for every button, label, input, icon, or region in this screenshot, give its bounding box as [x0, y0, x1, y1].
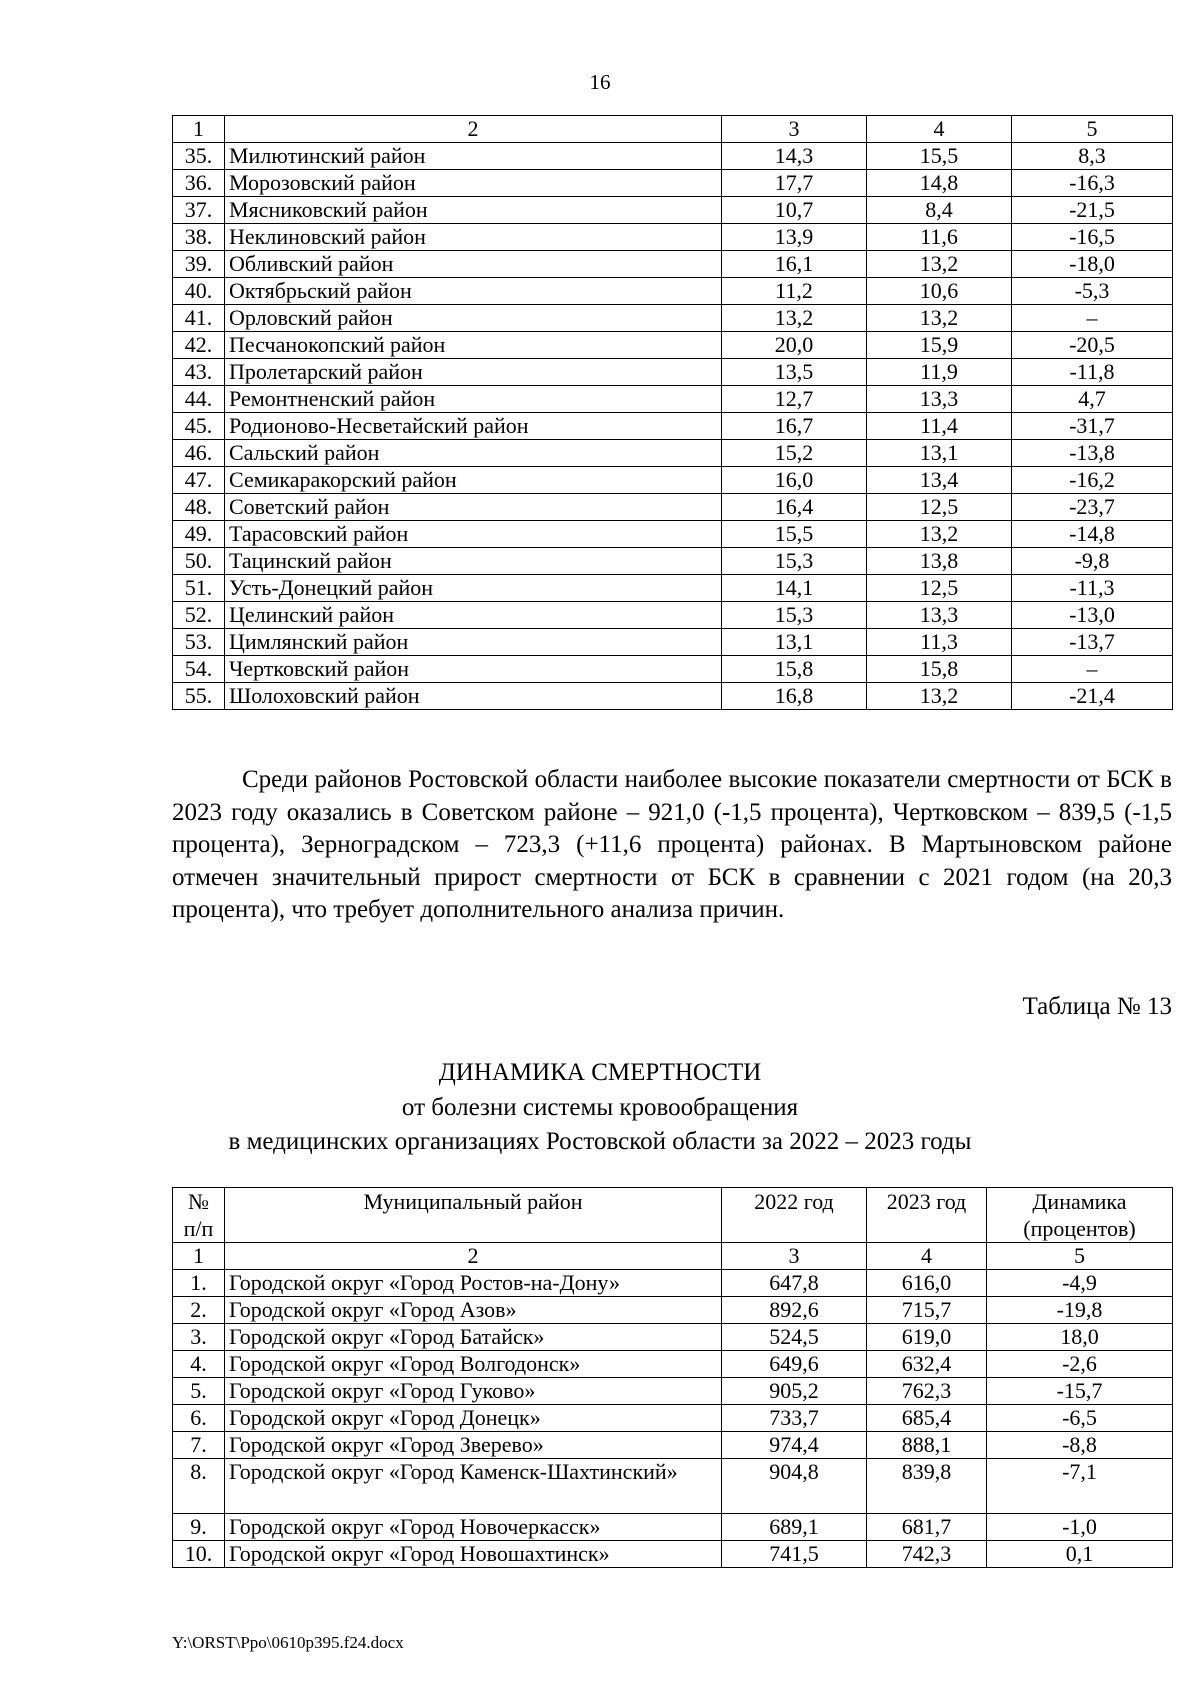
cell-col3: 689,1 — [722, 1514, 867, 1541]
cell-number: 53. — [173, 629, 225, 656]
table-row — [173, 143, 1173, 170]
cell-number: 50. — [173, 548, 225, 575]
column-number-cell: 4 — [867, 1243, 987, 1270]
cell-col5: -11,3 — [1012, 575, 1173, 602]
cell-col3: 14,1 — [722, 575, 867, 602]
cell-col4: 13,8 — [867, 548, 1012, 575]
table-header-row — [173, 116, 1173, 143]
cell-col4: 13,4 — [867, 467, 1012, 494]
cell-number: 1. — [173, 1270, 225, 1297]
cell-col4: 13,3 — [867, 386, 1012, 413]
cell-col5: -2,6 — [987, 1351, 1173, 1378]
table-subtitle-line-2: в медицинских организациях Ростовской области за 2022 – 2023 годы — [228, 1128, 972, 1155]
table-row — [173, 1270, 1173, 1297]
cell-district: Песчанокопский район — [225, 332, 722, 359]
cell-col5: -21,4 — [1012, 683, 1173, 710]
table-row — [173, 602, 1173, 629]
cell-number: 51. — [173, 575, 225, 602]
cell-col4: 13,2 — [867, 305, 1012, 332]
column-number-cell: 3 — [722, 1243, 867, 1270]
column-number-cell: 5 — [1012, 116, 1173, 143]
cell-number: 10. — [173, 1541, 225, 1568]
table-row — [173, 1432, 1173, 1459]
cell-district: Городской округ «Город Зверево» — [225, 1432, 722, 1459]
cell-district: Целинский район — [225, 602, 722, 629]
cell-district: Городской округ «Город Волгодонск» — [225, 1351, 722, 1378]
table-row — [173, 359, 1173, 386]
cell-number: 49. — [173, 521, 225, 548]
cell-number: 36. — [173, 170, 225, 197]
cell-col3: 905,2 — [722, 1378, 867, 1405]
cell-col5: -1,0 — [987, 1514, 1173, 1541]
table-row — [173, 656, 1173, 683]
cell-col4: 11,3 — [867, 629, 1012, 656]
cell-district: Советский район — [225, 494, 722, 521]
table-row — [173, 251, 1173, 278]
cell-number: 42. — [173, 332, 225, 359]
cell-col3: 13,2 — [722, 305, 867, 332]
cell-col4: 839,8 — [867, 1459, 987, 1514]
cell-col3: 16,7 — [722, 413, 867, 440]
cell-number: 37. — [173, 197, 225, 224]
cell-district: Городской округ «Город Каменск-Шахтинский» — [225, 1459, 722, 1514]
column-number-cell: 1 — [173, 1243, 225, 1270]
cell-col5: -8,8 — [987, 1432, 1173, 1459]
cell-number: 6. — [173, 1405, 225, 1432]
table-header-row — [173, 1188, 1173, 1243]
cell-col4: 742,3 — [867, 1541, 987, 1568]
column-number-cell: 1 — [173, 116, 225, 143]
cell-col4: 616,0 — [867, 1270, 987, 1297]
table-row — [173, 332, 1173, 359]
cell-number: 44. — [173, 386, 225, 413]
table-label: Таблица № 13 — [1022, 993, 1172, 1020]
cell-district: Октябрьский район — [225, 278, 722, 305]
cell-col5: -15,7 — [987, 1378, 1173, 1405]
cell-col4: 762,3 — [867, 1378, 987, 1405]
table-row — [173, 494, 1173, 521]
table-row — [173, 1514, 1173, 1541]
cell-col5: -9,8 — [1012, 548, 1173, 575]
cell-number: 2. — [173, 1297, 225, 1324]
column-number-row — [173, 1243, 1173, 1270]
cell-col3: 974,4 — [722, 1432, 867, 1459]
cell-district: Мясниковский район — [225, 197, 722, 224]
cell-col4: 13,2 — [867, 683, 1012, 710]
cell-district: Тацинский район — [225, 548, 722, 575]
cell-number: 8. — [173, 1459, 225, 1514]
cell-col3: 11,2 — [722, 278, 867, 305]
cell-col4: 715,7 — [867, 1297, 987, 1324]
cell-number: 3. — [173, 1324, 225, 1351]
cell-col5: -16,5 — [1012, 224, 1173, 251]
cell-col5: 0,1 — [987, 1541, 1173, 1568]
table-row — [173, 1324, 1173, 1351]
cell-col3: 733,7 — [722, 1405, 867, 1432]
cell-col5: -16,3 — [1012, 170, 1173, 197]
cell-col3: 16,1 — [722, 251, 867, 278]
cell-col3: 16,4 — [722, 494, 867, 521]
column-number-cell: 2 — [225, 116, 722, 143]
top-table — [172, 115, 1173, 710]
table-row — [173, 629, 1173, 656]
cell-col5: -23,7 — [1012, 494, 1173, 521]
cell-number: 48. — [173, 494, 225, 521]
table-row — [173, 683, 1173, 710]
cell-col4: 8,4 — [867, 197, 1012, 224]
table-row — [173, 197, 1173, 224]
cell-number: 4. — [173, 1351, 225, 1378]
cell-col4: 632,4 — [867, 1351, 987, 1378]
cell-district: Обливский район — [225, 251, 722, 278]
cell-col3: 16,8 — [722, 683, 867, 710]
cell-col5: 18,0 — [987, 1324, 1173, 1351]
cell-number: 39. — [173, 251, 225, 278]
cell-col5: -18,0 — [1012, 251, 1173, 278]
table-row — [173, 467, 1173, 494]
cell-col4: 12,5 — [867, 494, 1012, 521]
bottom-table — [172, 1187, 1173, 1568]
cell-district: Городской округ «Город Гуково» — [225, 1378, 722, 1405]
table-row — [173, 1378, 1173, 1405]
cell-col4: 12,5 — [867, 575, 1012, 602]
table-row — [173, 1351, 1173, 1378]
cell-district: Милютинский район — [225, 143, 722, 170]
cell-col5: -19,8 — [987, 1297, 1173, 1324]
column-number-cell: 2 — [225, 1243, 722, 1270]
column-number-cell: 5 — [987, 1243, 1173, 1270]
cell-col3: 17,7 — [722, 170, 867, 197]
cell-col3: 649,6 — [722, 1351, 867, 1378]
table-row — [173, 521, 1173, 548]
cell-number: 35. — [173, 143, 225, 170]
cell-col3: 524,5 — [722, 1324, 867, 1351]
cell-number: 54. — [173, 656, 225, 683]
cell-col5: -13,8 — [1012, 440, 1173, 467]
cell-number: 47. — [173, 467, 225, 494]
cell-col4: 15,5 — [867, 143, 1012, 170]
cell-col3: 15,2 — [722, 440, 867, 467]
cell-col4: 681,7 — [867, 1514, 987, 1541]
cell-col3: 15,3 — [722, 548, 867, 575]
cell-district: Городской округ «Город Новошахтинск» — [225, 1541, 722, 1568]
cell-col4: 13,2 — [867, 521, 1012, 548]
cell-col5: – — [1012, 656, 1173, 683]
table-row — [173, 224, 1173, 251]
cell-col3: 13,9 — [722, 224, 867, 251]
column-header-cell: Муниципальный район — [225, 1188, 722, 1243]
cell-district: Городской округ «Город Донецк» — [225, 1405, 722, 1432]
cell-district: Семикаракорский район — [225, 467, 722, 494]
column-header-cell: 2022 год — [722, 1188, 867, 1243]
cell-district: Городской округ «Город Новочеркасск» — [225, 1514, 722, 1541]
cell-col4: 14,8 — [867, 170, 1012, 197]
cell-district: Неклиновский район — [225, 224, 722, 251]
table-row — [173, 548, 1173, 575]
table-row — [173, 1541, 1173, 1568]
cell-col3: 15,3 — [722, 602, 867, 629]
cell-col5: -13,7 — [1012, 629, 1173, 656]
cell-number: 46. — [173, 440, 225, 467]
cell-col4: 10,6 — [867, 278, 1012, 305]
cell-district: Чертковский район — [225, 656, 722, 683]
cell-col3: 12,7 — [722, 386, 867, 413]
cell-district: Тарасовский район — [225, 521, 722, 548]
cell-col5: -14,8 — [1012, 521, 1173, 548]
cell-number: 52. — [173, 602, 225, 629]
cell-col4: 11,9 — [867, 359, 1012, 386]
table-title: ДИНАМИКА СМЕРТНОСТИ — [438, 1059, 762, 1086]
column-number-cell: 4 — [867, 116, 1012, 143]
cell-col5: -13,0 — [1012, 602, 1173, 629]
cell-col3: 892,6 — [722, 1297, 867, 1324]
table-row — [173, 1459, 1173, 1514]
column-header-cell: № п/п — [173, 1188, 225, 1243]
cell-number: 41. — [173, 305, 225, 332]
cell-col3: 904,8 — [722, 1459, 867, 1514]
cell-col4: 15,9 — [867, 332, 1012, 359]
cell-col3: 647,8 — [722, 1270, 867, 1297]
cell-col5: -6,5 — [987, 1405, 1173, 1432]
cell-district: Городской округ «Город Ростов-на-Дону» — [225, 1270, 722, 1297]
cell-col5: 4,7 — [1012, 386, 1173, 413]
cell-col5: -20,5 — [1012, 332, 1173, 359]
cell-col4: 888,1 — [867, 1432, 987, 1459]
table-row — [173, 575, 1173, 602]
cell-district: Сальский район — [225, 440, 722, 467]
cell-district: Городской округ «Город Батайск» — [225, 1324, 722, 1351]
body-paragraph: Среди районов Ростовской области наиболее высокие показатели смертности от БСК в 2023 году оказались в Советском районе – 921,0 (-1,5 процента), Чертковском – 839,5 (-1,5 процента), Зерноградском – 723,3 (+11,6 процента) районах. В Мартыновском районе отмечен значительный прирост смертности от БСК в сравнении с 2021 годом (на 20,3 процента), что требует дополнительного анализа причин. — [172, 766, 1172, 923]
cell-col5: 8,3 — [1012, 143, 1173, 170]
cell-number: 55. — [173, 683, 225, 710]
cell-district: Ремонтненский район — [225, 386, 722, 413]
cell-district: Орловский район — [225, 305, 722, 332]
cell-col4: 13,1 — [867, 440, 1012, 467]
cell-col4: 13,3 — [867, 602, 1012, 629]
table-subtitle-line-1: от болезни системы кровообращения — [401, 1094, 799, 1121]
cell-district: Цимлянский район — [225, 629, 722, 656]
cell-district: Усть-Донецкий район — [225, 575, 722, 602]
cell-number: 43. — [173, 359, 225, 386]
page-number: 16 — [589, 70, 611, 94]
cell-number: 38. — [173, 224, 225, 251]
cell-district: Шолоховский район — [225, 683, 722, 710]
cell-col3: 10,7 — [722, 197, 867, 224]
cell-col4: 11,4 — [867, 413, 1012, 440]
cell-col4: 619,0 — [867, 1324, 987, 1351]
cell-col3: 15,8 — [722, 656, 867, 683]
cell-col4: 11,6 — [867, 224, 1012, 251]
column-header-cell: Динамика (процентов) — [987, 1188, 1173, 1243]
cell-district: Родионово-Несветайский район — [225, 413, 722, 440]
cell-col5: -11,8 — [1012, 359, 1173, 386]
cell-col5: -7,1 — [987, 1459, 1173, 1514]
table-row — [173, 170, 1173, 197]
cell-district: Пролетарский район — [225, 359, 722, 386]
table-row — [173, 1405, 1173, 1432]
cell-col5: -31,7 — [1012, 413, 1173, 440]
file-path-footer: Y:\ORST\Ppo\0610p395.f24.docx — [172, 1633, 404, 1652]
cell-col3: 15,5 — [722, 521, 867, 548]
table-row — [173, 305, 1173, 332]
cell-col4: 15,8 — [867, 656, 1012, 683]
table-row — [173, 1297, 1173, 1324]
cell-col3: 13,1 — [722, 629, 867, 656]
cell-col5: – — [1012, 305, 1173, 332]
cell-col3: 13,5 — [722, 359, 867, 386]
cell-col4: 13,2 — [867, 251, 1012, 278]
cell-district: Морозовский район — [225, 170, 722, 197]
cell-district: Городской округ «Город Азов» — [225, 1297, 722, 1324]
cell-col5: -16,2 — [1012, 467, 1173, 494]
cell-col3: 16,0 — [722, 467, 867, 494]
cell-number: 7. — [173, 1432, 225, 1459]
cell-number: 9. — [173, 1514, 225, 1541]
cell-number: 40. — [173, 278, 225, 305]
table-row — [173, 440, 1173, 467]
table-row — [173, 413, 1173, 440]
cell-col3: 741,5 — [722, 1541, 867, 1568]
column-header-cell: 2023 год — [867, 1188, 987, 1243]
cell-col5: -21,5 — [1012, 197, 1173, 224]
cell-col5: -5,3 — [1012, 278, 1173, 305]
cell-col4: 685,4 — [867, 1405, 987, 1432]
cell-number: 45. — [173, 413, 225, 440]
cell-col3: 14,3 — [722, 143, 867, 170]
column-number-cell: 3 — [722, 116, 867, 143]
table-row — [173, 278, 1173, 305]
cell-col3: 20,0 — [722, 332, 867, 359]
cell-number: 5. — [173, 1378, 225, 1405]
table-row — [173, 386, 1173, 413]
cell-col5: -4,9 — [987, 1270, 1173, 1297]
